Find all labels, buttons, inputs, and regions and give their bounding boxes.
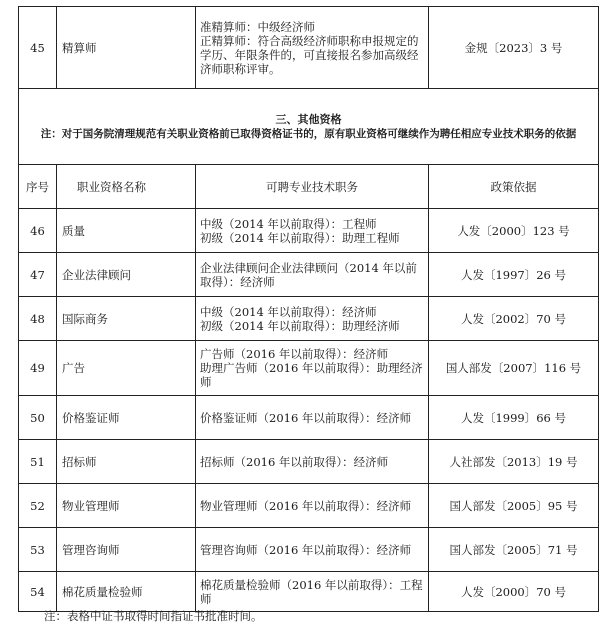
duty-line: 招标师（2016 年以前取得）：经济师 (200, 454, 389, 469)
duty-cell (196, 341, 429, 396)
table-row (19, 484, 599, 528)
duty-cell (196, 440, 429, 484)
duty-cell (196, 253, 429, 297)
policy-basis: 国人部发〔2005〕95 号 (429, 484, 599, 528)
duty-cell (196, 209, 429, 253)
table-row (19, 253, 599, 297)
table-row (19, 396, 599, 440)
section-note: 注：对于国务院清理规范有关职业资格前已取得资格证书的，原有职业资格可继续作为聘任相应专业技术职务的依据 (40, 127, 577, 140)
duty-line: 助理广告师（2016 年以前取得）：助理经济师 (200, 361, 423, 389)
duty-cell (196, 528, 429, 572)
header-duty: 可聘专业技术职务 (196, 165, 429, 209)
policy-basis: 人发〔2000〕70 号 (429, 572, 599, 612)
policy-basis: 金规〔2023〕3 号 (429, 7, 599, 89)
row-number: 51 (19, 440, 57, 484)
section-header-row (19, 89, 599, 165)
row-number: 53 (19, 528, 57, 572)
duty-line: 管理咨询师（2016 年以前取得）：经济师 (200, 542, 412, 557)
column-header-row (19, 165, 599, 209)
duty-cell (196, 396, 429, 440)
row-number: 48 (19, 297, 57, 341)
duty-line: 价格鉴证师（2016 年以前取得）：经济师 (200, 410, 412, 425)
row-number: 54 (19, 572, 57, 612)
duty-cell (196, 7, 429, 89)
table-row (19, 528, 599, 572)
header-number: 序号 (19, 165, 57, 209)
qualification-name: 精算师 (57, 7, 196, 89)
policy-basis: 人发〔2000〕123 号 (429, 209, 599, 253)
duty-line: 物业管理师（2016 年以前取得）：经济师 (200, 498, 412, 513)
table-row (19, 209, 599, 253)
policy-basis: 人社部发〔2013〕19 号 (429, 440, 599, 484)
header-name: 职业资格名称 (57, 165, 196, 209)
qualification-name: 广告 (57, 341, 196, 396)
qualification-name: 价格鉴证师 (57, 396, 196, 440)
qualification-name: 管理咨询师 (57, 528, 196, 572)
qualification-name: 企业法律顾问 (57, 253, 196, 297)
row-number: 49 (19, 341, 57, 396)
row-number: 46 (19, 209, 57, 253)
duty-line: 初级（2014 年以前取得）：助理工程师 (200, 230, 400, 245)
duty-line: 棉花质量检验师（2016 年以前取得）：工程师 (200, 577, 423, 606)
duty-line: 初级（2014 年以前取得）：助理经济师 (200, 318, 400, 333)
row-number: 47 (19, 253, 57, 297)
qualification-name: 国际商务 (57, 297, 196, 341)
duty-cell (196, 297, 429, 341)
duty-cell (196, 484, 429, 528)
duty-line: 中级（2014 年以前取得）：工程师 (200, 216, 377, 231)
policy-basis: 国人部发〔2005〕71 号 (429, 528, 599, 572)
qualification-name: 物业管理师 (57, 484, 196, 528)
duty-line: 正精算师：符合高级经济师职称申报规定的学历、年限条件的，可直接报名参加高级经济师职称评审。 (200, 33, 419, 76)
qualification-name: 招标师 (57, 440, 196, 484)
table-row (19, 341, 599, 396)
qualification-name: 棉花质量检验师 (57, 572, 196, 612)
policy-basis: 人发〔1999〕66 号 (429, 396, 599, 440)
row-number: 52 (19, 484, 57, 528)
table-row (19, 297, 599, 341)
row-number: 50 (19, 396, 57, 440)
duty-line: 企业法律顾问企业法律顾问（2014 年以前取得）：经济师 (200, 260, 417, 289)
section-header (19, 89, 599, 165)
policy-basis: 人发〔2002〕70 号 (429, 297, 599, 341)
row-number: 45 (19, 7, 57, 89)
table-row (19, 440, 599, 484)
header-policy: 政策依据 (429, 165, 599, 209)
duty-cell (196, 572, 429, 612)
section-title: 三、其他资格 (275, 112, 342, 126)
table-row (19, 572, 599, 612)
policy-basis: 人发〔1997〕26 号 (429, 253, 599, 297)
qualification-name: 质量 (57, 209, 196, 253)
qualification-table (18, 6, 599, 612)
duty-line: 广告师（2016 年以前取得）：经济师 (200, 347, 389, 361)
duty-line: 中级（2014 年以前取得）：经济师 (200, 304, 377, 319)
table-footnote: 注：表格中证书取得时间指证书批准时间。 (44, 609, 263, 623)
duty-line: 准精算师：中级经济师 (200, 19, 315, 34)
policy-basis: 国人部发〔2007〕116 号 (429, 341, 599, 396)
table-row (19, 7, 599, 89)
